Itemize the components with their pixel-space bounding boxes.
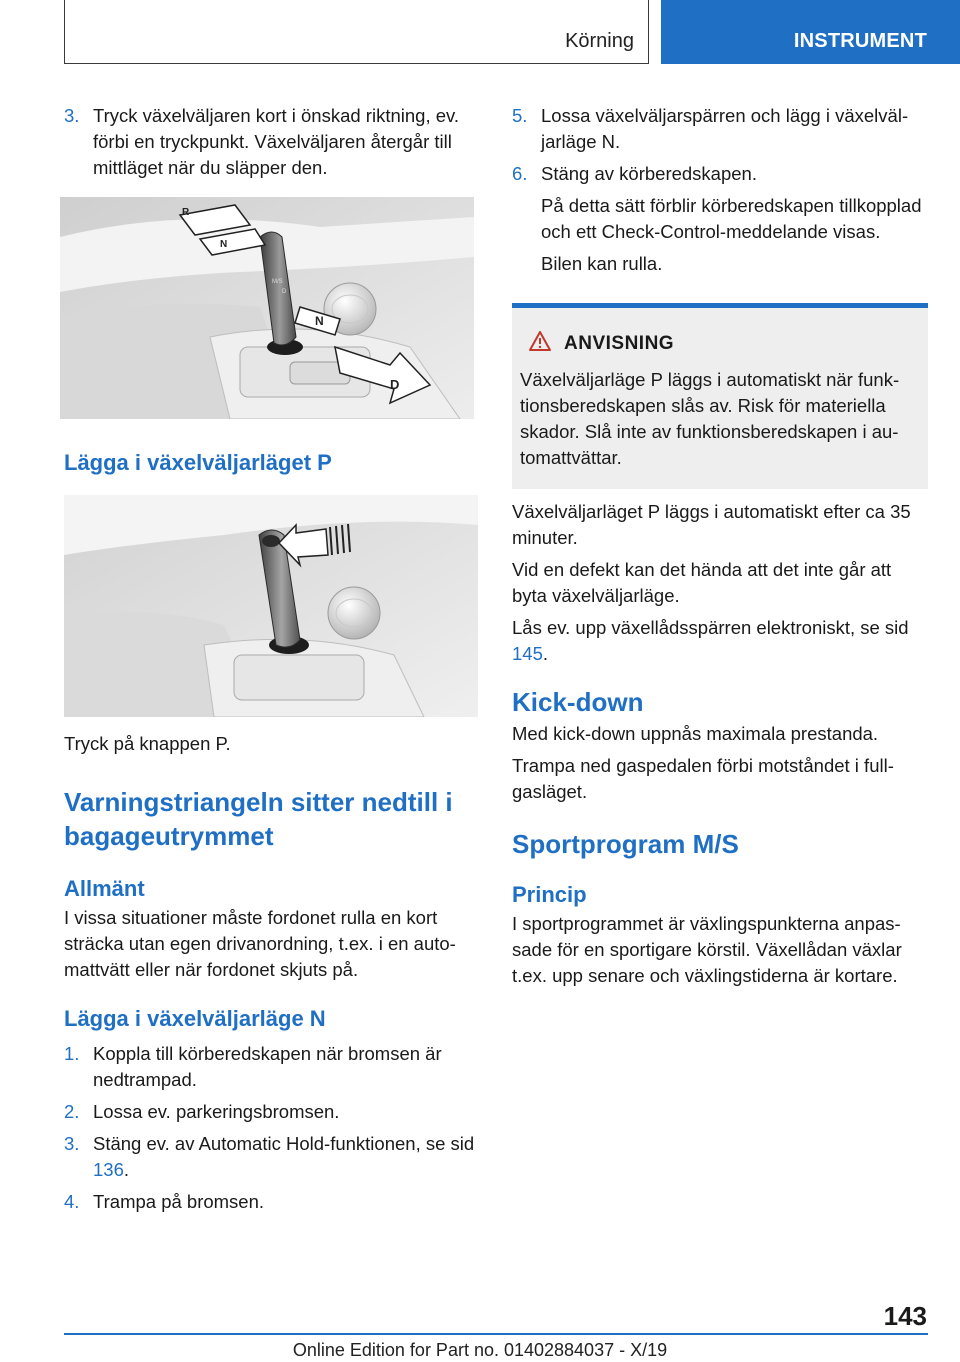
label-r: R bbox=[182, 207, 190, 218]
step-text: Stäng av körberedskapen. bbox=[541, 163, 757, 184]
edition-text: Online Edition for Part no. 01402884037 - X/19 bbox=[292, 1340, 668, 1360]
step-1 bbox=[64, 1041, 478, 1093]
heading-neutral: Lägga i växelväljarläge N bbox=[64, 1006, 326, 1031]
step-text: Stäng ev. av Automatic Hold-funktionen, se sid bbox=[93, 1133, 475, 1154]
chapter-title: INSTRUMENT bbox=[793, 30, 927, 52]
label-d: D bbox=[390, 377, 400, 392]
page-number: 143 bbox=[883, 1301, 927, 1331]
step-text: Lossa ev. parkeringsbromsen. bbox=[93, 1101, 340, 1122]
step-number: 6. bbox=[512, 163, 528, 184]
unlock-text bbox=[512, 615, 928, 667]
step-6-detail: På detta sätt förblir körberedskapen tillkopplad och ett Check-Control-meddelande visas. bbox=[541, 195, 922, 242]
step-number: 4. bbox=[64, 1191, 80, 1212]
heading-warning-triangle: Varningstriangeln sitter nedtill i bagageutrymmet bbox=[64, 787, 453, 851]
general-text: I vissa situationer måste fordonet rulla en kort sträcka utan egen drivanordning, t.ex. i en automattvätt eller när fordonet skjuts på. bbox=[64, 907, 456, 980]
press-p-text: Tryck på knappen P. bbox=[64, 733, 231, 754]
heading-park: Lägga i växelväljarläget P bbox=[64, 450, 332, 475]
heading-principle: Princip bbox=[512, 882, 587, 907]
footer-divider bbox=[64, 1333, 928, 1335]
park-button-illustration bbox=[64, 495, 478, 717]
heading-kickdown: Kick-down bbox=[512, 687, 644, 717]
page-reference-link[interactable]: 136 bbox=[93, 1159, 124, 1180]
neutral-steps-list bbox=[64, 1041, 478, 1215]
step-text: Lossa växelväljarspärren och lägg i växelväljarläge N. bbox=[541, 105, 909, 152]
kickdown-text-1: Med kick-down uppnås maximala prestanda. bbox=[512, 723, 879, 744]
notice-header bbox=[520, 330, 918, 357]
step-number: 3. bbox=[64, 1133, 80, 1154]
svg-text:D: D bbox=[282, 289, 287, 295]
step-number: 5. bbox=[512, 105, 528, 126]
label-n-upper: N bbox=[220, 239, 228, 250]
unlock-text-end: . bbox=[542, 643, 549, 664]
step-number: 2. bbox=[64, 1101, 80, 1122]
step-number: 1. bbox=[64, 1043, 80, 1064]
warning-triangle-icon bbox=[528, 330, 552, 357]
page-reference-link[interactable]: 145 bbox=[512, 643, 543, 664]
step-6-result: Bilen kan rulla. bbox=[541, 253, 663, 274]
step-3-top bbox=[64, 103, 478, 181]
step-text-end: . bbox=[123, 1159, 130, 1180]
header-section-box bbox=[64, 0, 649, 64]
step-text: Trampa på bromsen. bbox=[93, 1191, 265, 1212]
left-column bbox=[64, 103, 478, 1215]
chapter-tab[interactable] bbox=[661, 0, 960, 64]
notice-title: ANVISNING bbox=[564, 332, 675, 354]
svg-text:M/S: M/S bbox=[272, 279, 283, 285]
notice-text: Växelväljarläge P läggs i automatiskt när funktionsberedskapen slås av. Risk för materiella skador. Slå inte av funktionsberedskapen i automattvättar. bbox=[520, 369, 900, 468]
unlock-text-start: Lås ev. upp växellådsspärren elektroniskt, se sid bbox=[512, 617, 909, 638]
auto-park-text: Växelväljarläget P läggs i automatiskt efter ca 35 minuter. bbox=[512, 501, 911, 548]
kickdown-text-2: Trampa ned gaspedalen förbi motståndet i fullgasläget. bbox=[512, 755, 894, 802]
step-4 bbox=[64, 1189, 478, 1215]
label-n-lower: N bbox=[315, 314, 324, 328]
gear-selector-illustration bbox=[60, 197, 474, 419]
step-2 bbox=[64, 1099, 478, 1125]
step-3 bbox=[64, 1131, 478, 1183]
gear-selector-figure bbox=[60, 197, 474, 419]
notice-box bbox=[512, 303, 928, 489]
step-text: Koppla till körberedskapen när bromsen är nedtrampad. bbox=[93, 1043, 442, 1090]
heading-general: Allmänt bbox=[64, 876, 145, 901]
step-text: Tryck växelväljaren kort i önskad riktning, ev. förbi en tryckpunkt. Växelväljaren återgår till mittläget när du släpper den. bbox=[93, 105, 460, 178]
park-button-figure bbox=[64, 495, 478, 717]
heading-sport-program: Sportprogram M/S bbox=[512, 829, 739, 859]
defect-text: Vid en defekt kan det hända att det inte går att byta växelväljarläge. bbox=[512, 559, 892, 606]
step-6 bbox=[512, 161, 928, 187]
step-number: 3. bbox=[64, 105, 80, 126]
right-column bbox=[512, 103, 928, 989]
principle-text: I sportprogrammet är växlingspunkterna anpassade för en sportigare körstil. Växellådan växlar t.ex. upp senare och växlingstiderna är kortare. bbox=[512, 913, 902, 986]
section-title: Körning bbox=[565, 30, 634, 52]
step-5 bbox=[512, 103, 928, 155]
